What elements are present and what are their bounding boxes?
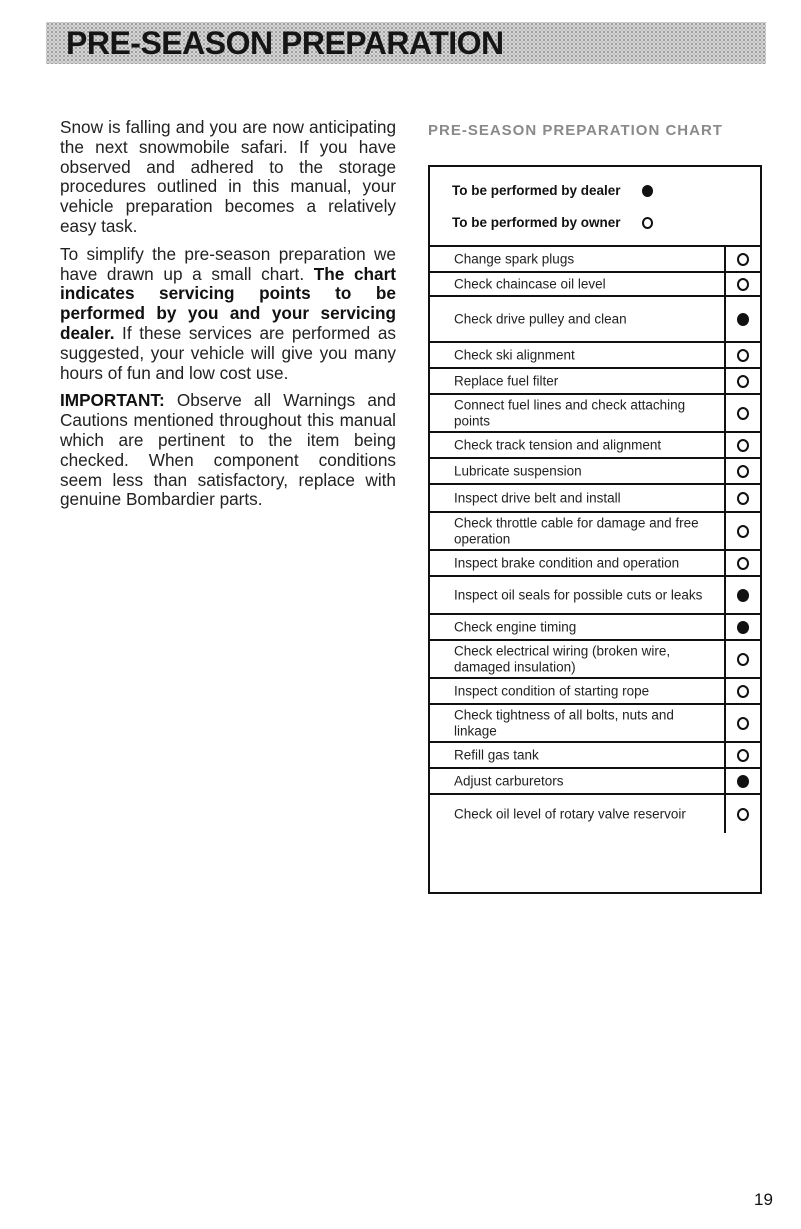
chart-row-task: Refill gas tank [454,747,539,763]
chart-row [430,247,760,273]
chart-row-task: Inspect drive belt and install [454,490,621,506]
chart-row-task: Change spark plugs [454,251,575,267]
preparation-chart [428,165,762,894]
chart-row-mark-cell [724,679,760,703]
intro-text [60,118,396,518]
chart-row [430,641,760,679]
chart-row [430,459,760,485]
chart-row [430,395,760,433]
chart-row-mark-cell [724,343,760,367]
chart-row-mark-cell [724,795,760,833]
chart-row [430,369,760,395]
chart-row [430,795,760,833]
filled-circle-icon [737,775,749,788]
chart-row-mark-cell [724,641,760,677]
chart-row-mark-cell [724,615,760,639]
chart-row [430,743,760,769]
open-circle-icon [737,492,749,505]
chart-row-mark-cell [724,395,760,431]
filled-circle-icon [737,313,749,326]
chart-row-task: Inspect oil seals for possible cuts or leaks [454,587,703,603]
open-circle-icon [737,465,749,478]
chart-row-task: Check track tension and alignment [454,437,662,453]
chart-row-task: Check drive pulley and clean [454,311,627,327]
chart-row [430,551,760,577]
chart-row-task: Lubricate suspension [454,463,582,479]
open-circle-icon [737,749,749,762]
chart-row-task: Check electrical wiring (broken wire, damaged insulation) [454,643,671,674]
legend-dealer [452,183,653,198]
chart-row [430,433,760,459]
chart-row-task: Adjust carburetors [454,773,564,789]
chart-row [430,343,760,369]
chart-title: PRE-SEASON PREPARATION CHART [428,122,723,139]
open-circle-icon [737,407,749,420]
chart-row-mark-cell [724,297,760,341]
intro-p3-rest: Observe all Warnings and Cautions mentioned throughout this manual which are pertinent to the item being checked. When component conditions seem less than satisfactory, replace with genuine Bombardier parts. [60,390,396,510]
chart-row [430,679,760,705]
chart-row-mark-cell [724,433,760,457]
open-circle-icon [737,557,749,570]
chart-row-task: Inspect condition of starting rope [454,683,650,699]
chart-row-task: Replace fuel filter [454,373,559,389]
chart-row [430,705,760,743]
chart-row-task: Check tightness of all bolts, nuts and linkage [454,707,674,738]
important-label: IMPORTANT: [60,390,165,411]
open-circle-icon [737,253,749,266]
page-number: 19 [754,1190,773,1209]
chart-row-task: Check chaincase oil level [454,276,606,292]
open-circle-icon [737,808,749,821]
chart-row-mark-cell [724,369,760,393]
intro-p2-bold: The chart indicates servicing points to be performed by you and your servicing dealer. [60,263,396,343]
chart-rows [430,247,760,833]
open-circle-icon [737,375,749,388]
chart-row-task: Check ski alignment [454,347,575,363]
header-banner [46,22,766,64]
open-circle-icon [737,717,749,730]
filled-circle-icon [642,185,653,197]
filled-circle-icon [737,621,749,634]
intro-p2-end: If these services are performed as suggested, your vehicle will give you many hours of fun and low cost use. [60,322,396,383]
chart-row [430,273,760,297]
legend-owner-label: To be performed by owner [452,215,621,230]
filled-circle-icon [737,589,749,602]
intro-p2-start: To simplify the pre-season preparation we have drawn up a small chart. [60,243,396,284]
chart-row-mark-cell [724,485,760,511]
chart-row [430,615,760,641]
open-circle-icon [737,278,749,291]
chart-row [430,513,760,551]
chart-row-task: Check oil level of rotary valve reservoir [454,806,686,822]
chart-row [430,297,760,343]
chart-row [430,769,760,795]
open-circle-icon [737,653,749,666]
intro-paragraph-2 [60,245,396,384]
chart-row-mark-cell [724,247,760,271]
legend-owner [452,215,653,230]
open-circle-icon [737,439,749,452]
open-circle-icon [737,349,749,362]
intro-paragraph-3 [60,391,396,510]
chart-row [430,577,760,615]
chart-row-task: Inspect brake condition and operation [454,555,680,571]
chart-row-task: Connect fuel lines and check attaching points [454,397,686,428]
chart-row-mark-cell [724,551,760,575]
chart-row-mark-cell [724,705,760,741]
page-title: PRE-SEASON PREPARATION [66,25,504,61]
intro-paragraph-1: Snow is falling and you are now anticipating the next snowmobile safari. If you have observed and adhered to the storage procedures outlined in this manual, your vehicle preparation becomes a relatively easy task. [60,117,396,236]
chart-legend [430,167,760,247]
chart-row-mark-cell [724,273,760,295]
chart-row-mark-cell [724,459,760,483]
legend-dealer-label: To be performed by dealer [452,183,621,198]
open-circle-icon [737,525,749,538]
chart-row-task: Check engine timing [454,619,577,635]
chart-row-mark-cell [724,769,760,793]
chart-row-task: Check throttle cable for damage and free operation [454,515,699,546]
chart-row [430,485,760,513]
chart-row-mark-cell [724,577,760,613]
open-circle-icon [737,685,749,698]
chart-row-mark-cell [724,743,760,767]
open-circle-icon [642,217,653,229]
chart-row-mark-cell [724,513,760,549]
